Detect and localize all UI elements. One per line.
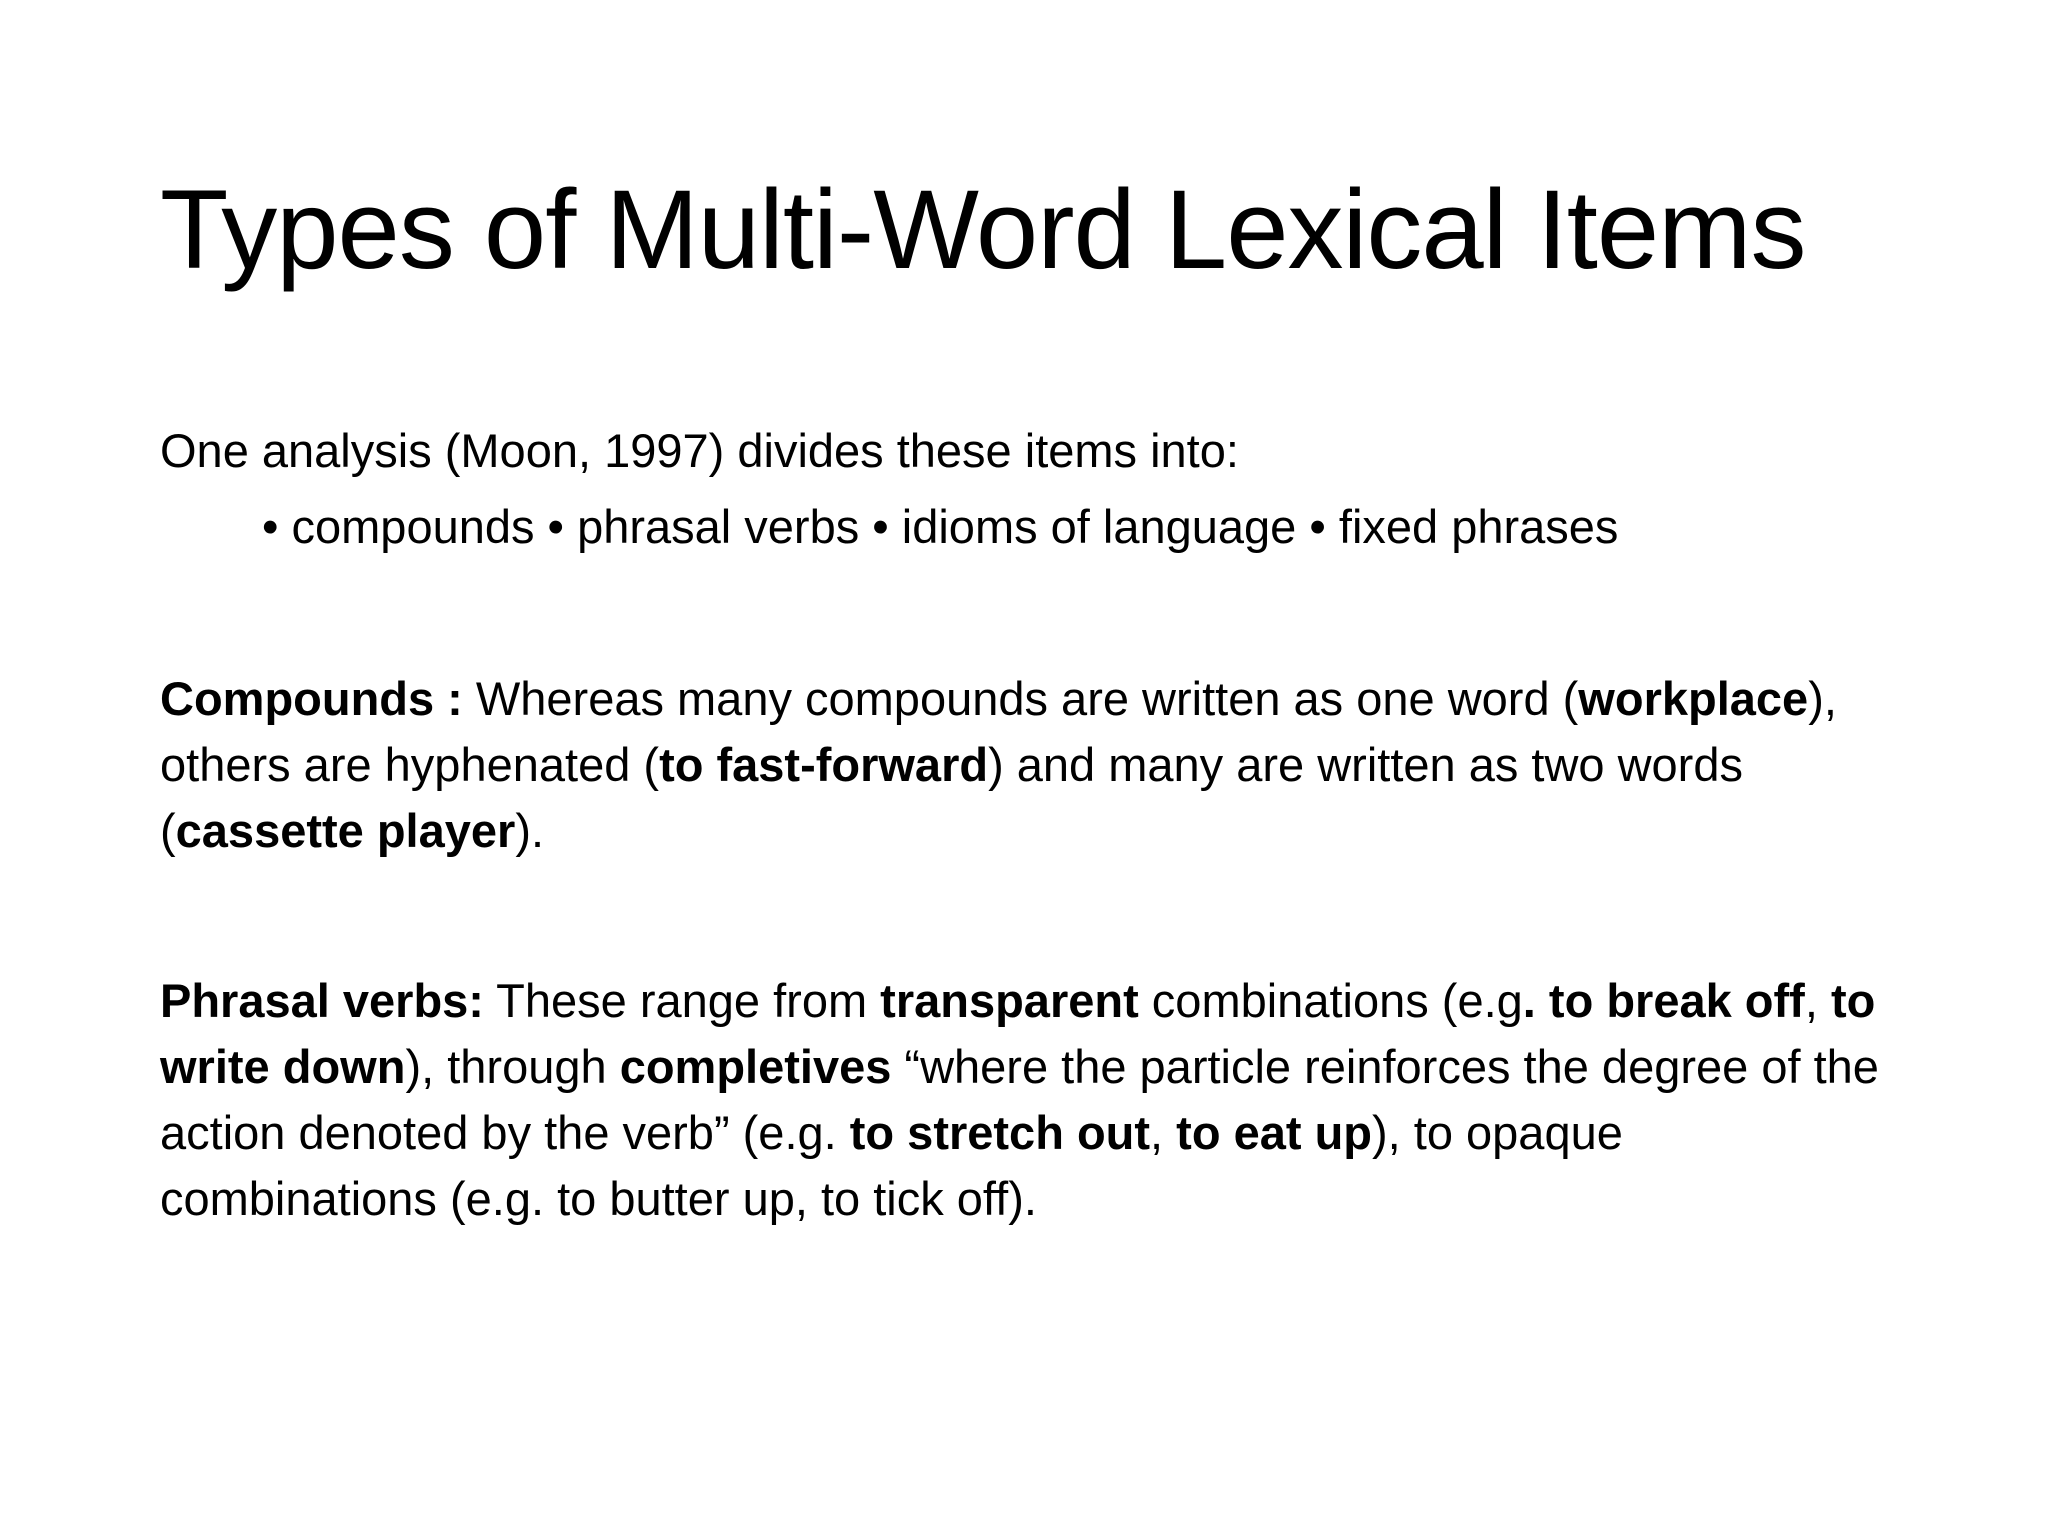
compounds-label: Compounds : xyxy=(160,672,463,725)
phrasal-text-7: ), to opaque combinations (e.g. to butter up, to tick off). xyxy=(160,1106,1623,1225)
phrasal-example-break-off: . to break off xyxy=(1522,974,1805,1027)
compounds-text-1: Whereas many compounds are written as one word ( xyxy=(462,672,1579,725)
phrasal-text-6: , xyxy=(1150,1106,1177,1159)
compounds-text-3: ) and many are written as two words ( xyxy=(160,738,1743,857)
compounds-text-2: ), others are hyphenated ( xyxy=(160,672,1837,791)
compounds-example-workplace: workplace xyxy=(1578,672,1809,725)
phrasal-text-3: , xyxy=(1804,974,1831,1027)
phrasal-text-4: ), through xyxy=(405,1040,620,1093)
compounds-example-fast-forward: to fast-forward xyxy=(659,738,989,791)
phrasal-text-1: These range from xyxy=(483,974,881,1027)
phrasal-example-write-down: to write down xyxy=(160,974,1876,1093)
phrasal-example-stretch-out: to stretch out xyxy=(849,1106,1151,1159)
compounds-text-4: ). xyxy=(515,804,545,857)
phrasal-text-2: combinations (e.g xyxy=(1138,974,1523,1027)
phrasal-term-completives: completives xyxy=(619,1040,892,1093)
phrasal-verbs-paragraph xyxy=(160,968,1880,1232)
phrasal-text-5: “where the particle reinforces the degree of the action denoted by the verb” (e.g. xyxy=(160,1040,1879,1159)
intro-line: One analysis (Moon, 1997) divides these items into: xyxy=(160,424,1239,477)
phrasal-label: Phrasal verbs: xyxy=(160,974,484,1027)
phrasal-example-eat-up: to eat up xyxy=(1176,1106,1372,1159)
phrasal-term-transparent: transparent xyxy=(880,974,1139,1027)
slide-title: Types of Multi-Word Lexical Items xyxy=(160,167,1806,292)
compounds-paragraph xyxy=(160,666,1880,864)
slide-body xyxy=(160,418,1880,1232)
compounds-example-cassette-player: cassette player xyxy=(175,804,516,857)
category-bullets: • compounds • phrasal verbs • idioms of language • fixed phrases xyxy=(262,500,1619,553)
